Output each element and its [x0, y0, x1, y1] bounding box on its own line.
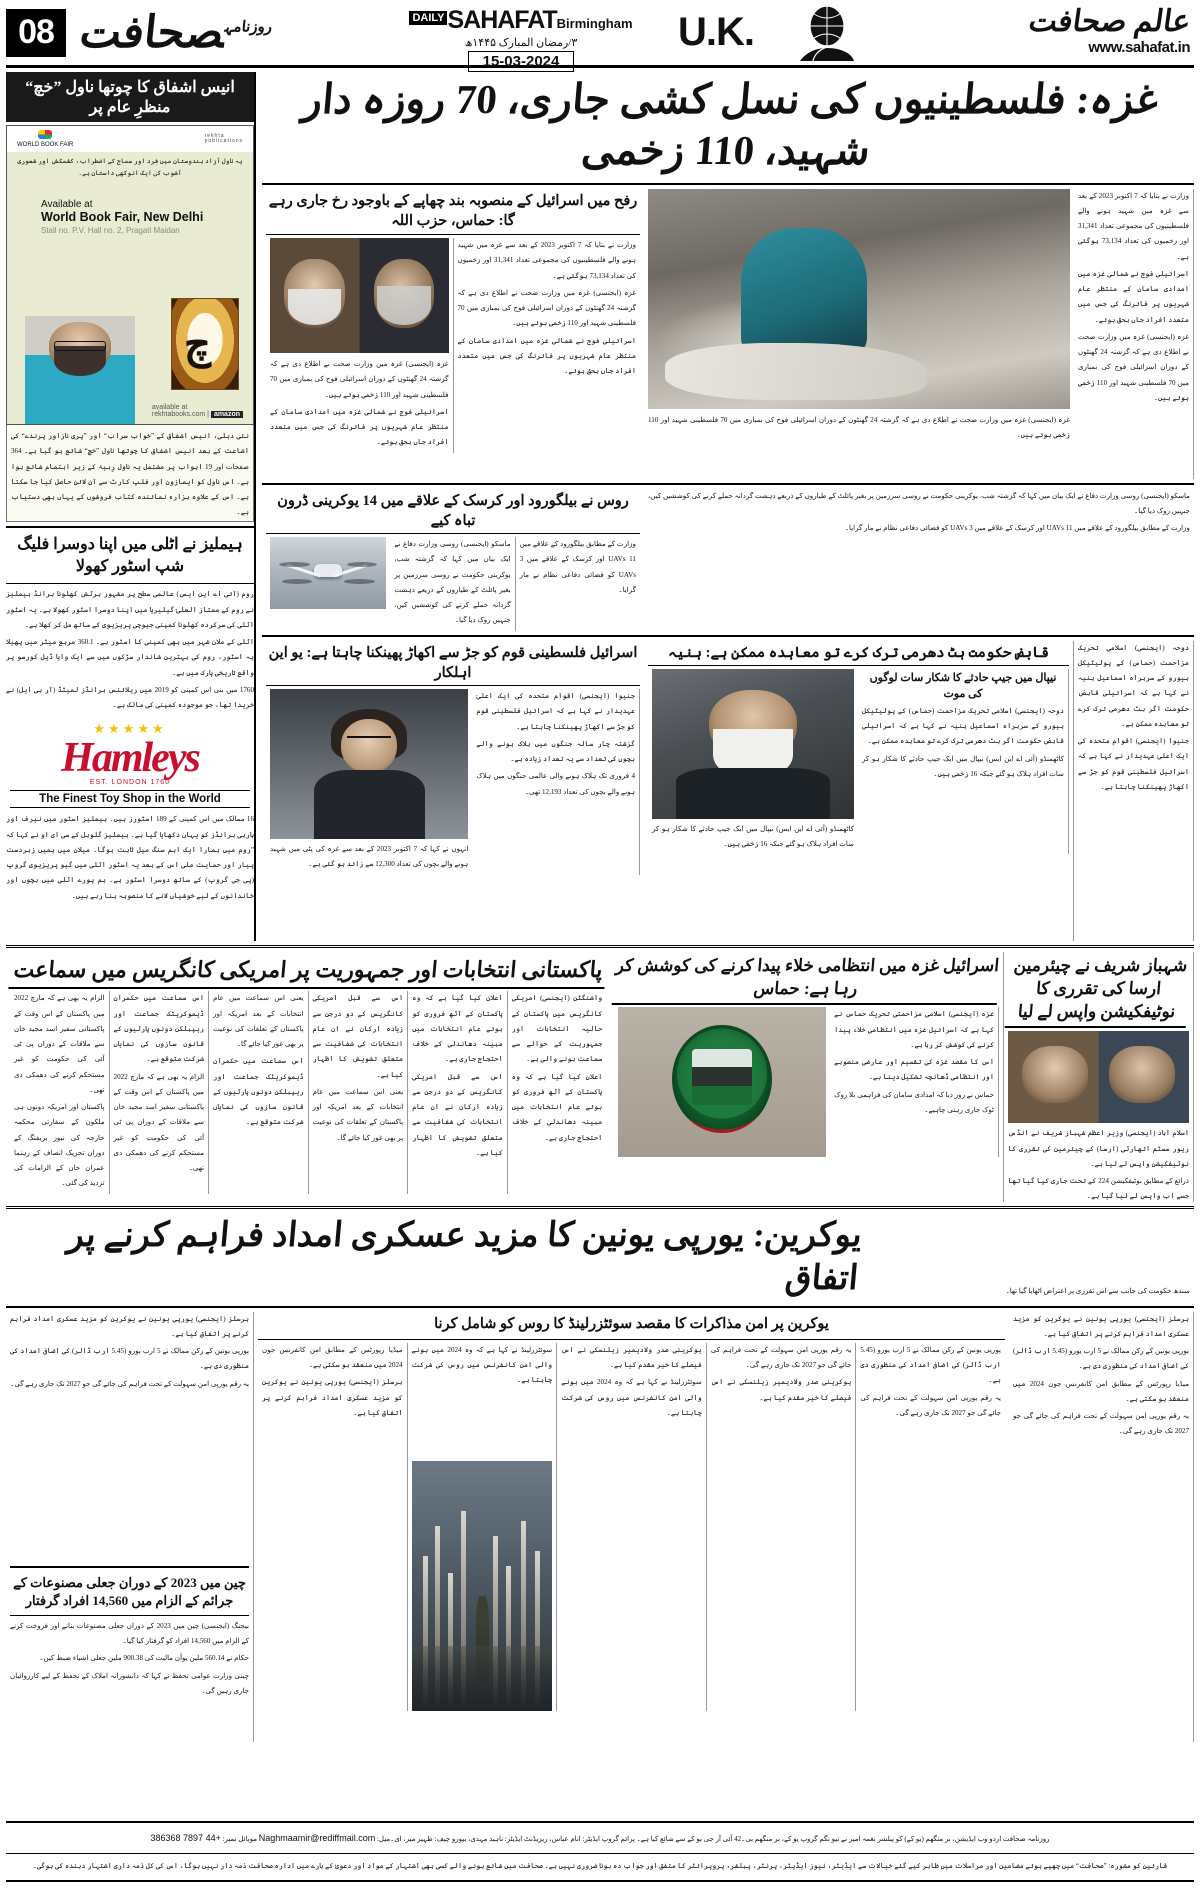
hijri-date: ۳/رمضان المبارک ۱۴۴۵ھ: [464, 37, 578, 49]
store-rekhtabooks[interactable]: rekhtabooks.com: [151, 411, 206, 418]
main-content-column: [254, 72, 1194, 941]
nasrallah-haniyeh-photo: [270, 238, 449, 353]
masthead-center-block: [406, 6, 636, 72]
page-number-badge: 08: [6, 9, 66, 57]
brand-prefix: DAILY: [409, 11, 447, 25]
hamas-admin-headline: اسرائیل غزہ میں انتظامی خلاء پیدا کرنے کی کوشش کر رہا ہے: حماس: [612, 952, 1001, 1005]
book-ad-caption: نئی دہلی، انیس اشفاق کے ”خواب سراب“ اور ”پری نازاور پرندے“ کی اشاعت کے بعد انیس اشفاق کا چوتھا ناول ”خچ“ شائع ہو گیا ہے۔ 364 صفحات اور 19 ابواب پر مشتمل یہ ناول رِبیۃ کے زیر اہتمام شائع ہوا ہے۔ اس ناول کو ایمازون اور فلپ کارٹ سے آن لائن حاصل کیا جا سکتا ہے۔ اس کے علاوہ ہزارہ نمائندہ کتاب فروشوں کے یہاں بھی دستیاب ہے۔: [6, 425, 254, 522]
rekhta-name: rekhta: [204, 133, 225, 139]
china-story: برسلز (ایجنسی) یورپی یونین نے یوکرین کو مزید عسکری امداد فراہم کرنے پر اتفاق کیا ہے۔ یورپی یونین کے رکن ممالک نے 5 ارب یورو (5.45 ارب ڈالر) کی اضافی امداد کی منظوری دی ہے۔ یہ رقم یورپی امن سہولت کے تحت فراہم کی جائے گی جو 2027 تک جاری رہے گی۔ چین میں 2023 کے دوران جعلی مصنوعات کے جرائم کے الزام میں 14,560 افراد گرفتار بیجنگ (ایجنسی) چین میں 2023 کے دوران جعلی مصنوعات بنانے اور فروخت کرنے کے الزام میں 14,560 افراد کو گرفتار کیا گیا۔ حکام نے 560.14 ملین یوآن مالیت کی 900.38 ملین جعلی اشیاء ضبط کیں۔ چینی وزارت عوامی تحفظ نے کہا کہ دانشورانہ املاک کے تحفظ کے لیے کارروائیاں جاری رہیں گی۔: [6, 1312, 254, 1742]
gaza-casualty-photo: [648, 189, 1070, 409]
lead-headline: غزہ: فلسطینیوں کی نسل کشی جاری، 70 روزہ دار شہید، 110 زخمی: [300, 76, 1160, 174]
hamleys-stars: ★★★★★: [93, 721, 167, 737]
hamas-emblem-wall-photo: [618, 1007, 826, 1157]
footer-phone[interactable]: +44 7897 386368: [150, 1833, 221, 1844]
book-ad-blurb: یہ ناول آزاد ہندوستان میں فرد اور سماج کے اضطراب، کشمکش اور شعوری آشوب کی ایک انوکھی داستان ہے۔: [17, 158, 243, 178]
lead-subheadline: رفح میں اسرائیل کے منصوبہ بند چھاپے کے باوجود رخ جاری رہے گا: حماس، حزب اللہ: [266, 189, 640, 236]
world-book-fair-logo: WORLD BOOK FAIR: [17, 130, 73, 148]
footer-phone-label: موبائل نمبر:: [222, 1835, 257, 1844]
ismail-haniyeh-photo: [652, 669, 854, 819]
china-headline: چین میں 2023 کے دوران جعلی مصنوعات کے جرائم کے الزام میں 14,560 افراد گرفتار: [13, 1574, 246, 1608]
hamleys-established: EST. LONDON 1760: [89, 779, 171, 787]
hamleys-tagline: The Finest Toy Shop in the World: [10, 790, 250, 808]
book-cover-image: چ: [171, 298, 239, 390]
military-drone-photo: [270, 537, 386, 609]
book-ad-stores[interactable]: available at rekhtabooks.com | amazon: [152, 404, 243, 418]
globe-icon: [796, 4, 858, 67]
hamleys-logo-block: [6, 715, 254, 812]
store-amazon[interactable]: amazon: [211, 411, 243, 418]
book-advertisement[interactable]: [6, 125, 254, 425]
un-story: اسرائیل فلسطینی قوم کو جڑ سے اکھاڑ پھینکنا چاہتا ہے: یو این اہلکار انہوں نے کہا کہ 7 اکتوبر 2023 کے بعد سے غزہ کی پٹی میں شہید ہونے والے بچوں کی تعداد 12,300 سے زائد ہو گئی ہے۔ جنیوا (ایجنسی) اقوام متحدہ کی ایک اعلیٰ عہدیدار نے کہا ہے کہ اسرائیل فلسطینی قوم کو جڑ سے اکھاڑ پھینکنا چاہتا ہے۔ گزشتہ چار سالہ جنگوں میں ہلاک ہونے والے بچوں کی تعداد سے یہ تعداد زیادہ ہے۔ 4 فروری تک ہلاک ہونے والی عالمی جنگوں میں ہلاک ہونے والے بچوں کی تعداد 12,193 تھی۔: [262, 641, 644, 941]
wbf-mark-icon: [38, 130, 52, 139]
gregorian-date: 15-03-2024: [468, 51, 575, 72]
ukraine-row: [6, 1312, 1194, 1742]
pak-us-story: پاکستانی انتخابات اور جمہوریت پر امریکی کانگریس میں سماعت الزام یہ بھی ہے کہ مارچ 2022 میں پاکستان کے اس وقت کے پاکستانی سفیر اسد مجید خان سے ملاقات کے دوران پی ٹی آئی کی حکومت کو غیر مستحکم کرنے کی دھمکی دی تھی۔ پاکستان اور امریکہ دونوں ہی ملکوں کے سفارتی محکمہ خارجہ کی نیوز بریفنگ کے دوران تحریک انصاف کے رہنما عمران خان کے الزامات کی تردید کی گئی۔ اس سماعت میں حکمران ڈیموکریٹک جماعت اور ریپبلکن دونوں پارٹیوں کے قانون سازوں کی نمایاں شرکت متوقع ہے۔ الزام یہ بھی ہے کہ مارچ 2022 میں پاکستان کے اس وقت کے پاکستانی سفیر اسد مجید خان سے ملاقات کے دوران پی ٹی آئی کی حکومت کو غیر مستحکم کرنے کی دھمکی دی تھی۔ یعنی اس سماعت میں عام انتخابات کے بعد امریکہ اور پاکستان کے تعلقات کی نوعیت پر بھی غور کیا جائے گا۔ اس سماعت میں حکمران ڈیموکریٹک جماعت اور ریپبلکن دونوں پارٹیوں کے قانون سازوں کی نمایاں شرکت متوقع ہے۔ اس سے قبل امریکی کانگریس کے دو درجن سے زیادہ ارکان نے ان عام انتخابات کی شفافیت سے متعلق تشویش کا اظہار کیا ہے۔ یعنی اس سماعت میں عام انتخابات کے بعد امریکہ اور پاکستان کے تعلقات کی نوعیت پر بھی غور کیا جائے گا۔ اعلان کیا گیا ہے کہ وہ پاکستان کے آٹھ فروری کو ہوئے عام انتخابات میں مبینہ دھاندلی کے خلاف احتجاج جاری ہے۔ اس سے قبل امریکی کانگریس کے دو درجن سے زیادہ ارکان نے ان عام انتخابات کی شفافیت سے متعلق تشویش کا اظہار کیا ہے۔ واشنگٹن (ایجنسی) امریکی کانگریس میں پاکستان کے حالیہ انتخابات اور جمہوریت کے حوالے سے سماعت ہونے والی ہے۔ اعلان کیا گیا ہے کہ وہ پاکستان کے آٹھ فروری کو ہوئے عام انتخابات میں مبینہ دھاندلی کے خلاف احتجاج جاری ہے۔: [6, 952, 610, 1202]
ukraine-soldier-forest-photo: [412, 1461, 553, 1711]
book-ad-availability: Available at World Book Fair, New Delhi: [7, 199, 253, 224]
lead-side-col: وزارت نے بتایا کہ 7 اکتوبر 2023 کے بعد سے غزہ میں شہید ہونے والے فلسطینیوں کی مجموعی تعداد 31,341 اور زخمیوں کی تعداد 73,134 ہوگئی ہے۔ اسرائیلی فوج نے شمالی غزہ میں امدادی سامان کے منتظر عام شہریوں پر فائرنگ کی جس میں متعدد افراد جاں بحق ہوئے۔ غزہ (ایجنسی) غزہ میں وزارت صحت نے اطلاع دی ہے کہ گزشتہ 24 گھنٹوں کے دوران اسرائیلی فوج کی بمباری میں 70 فلسطینی شہید اور 110 زخمی ہوئے ہیں۔: [1074, 189, 1194, 479]
alam-title: عالم صحافت: [1026, 5, 1193, 38]
online-available-label: available at: [151, 404, 188, 411]
drone-story: روس نے بیلگورود اور کرسک کے علاقے میں 14 یوکرینی ڈرون تباہ کیے ماسکو (ایجنسی) روسی وزارت دفاع نے ایک بیان میں کہا کہ گزشتہ شب، یوکرینی حکومت نے روسی سرزمین پر بغیر پائلٹ کے طیاروں کے ذریعے دہشت گردانہ حملے کرنے کی کوششیں کیں، جنہیں روک دیا گیا۔ وزارت کے مطابق بیلگورود کے علاقے میں 11 UAVs اور کرسک کے علاقے میں 3 UAVs کو فضائی دفاعی نظام نے مار گرایا۔: [262, 489, 644, 631]
nameplate-urdu: $^{روزنامہ}$صحافت: [77, 7, 273, 57]
hamleys-body-top: روم (آئی اے این ایس) عالمی سطح پر مشہور برٹش کھلونا برانڈ ہیملیز نے روم کے ممتاز العلیٰ گیلیریا میں اپنا دوسرا اسٹور کھولا ہے۔ یہ اسٹور اٹلی کی سرکردہ کھلونا کمپنی جیوچی پریزیوی کے ساتھ مل کر کھلا ہے۔ اٹلی کے ملان شہر میں بھی کمپنی کا اسٹور ہے۔ 360.1 مربع میٹر میں پھیلا یہ اسٹور، روم کی بہترین شاندار سڑکوں میں سے ایک وایا ڈیل کورسو پر واقع تاریخی پارک میں ہے۔ 1760 میں بنی اس کمپنی کو 2019 میں ریلائنس برانڈز لمیٹڈ (آر بی ایل) نے خریدا تھا، جو موجودہ کمپنی کی مالک ہے۔: [6, 590, 254, 710]
shehbaz-headline: شہباز شریف نے چیئرمین ارسا کی تقرری کا نوٹیفکیشن واپس لے لیا: [1005, 952, 1193, 1028]
nepal-story: قابض حکومت ہٹ دھرمی ترک کرے تو معاہدہ ممکن ہے: ہنیہ کاٹھمنڈو (آئی اے این ایس) نیپال میں ایک جیپ حادثے کا شکار ہو کر سات افراد ہلاک ہو گئے جبکہ 16 زخمی ہیں۔ نیپال میں جیپ حادثے کا شکار سات لوگوں کی موت دوحہ (ایجنسی) اسلامی تحریک مزاحمت (حماس) کے پولیٹیکل بیورو کے سربراہ اسماعیل ہنیہ نے کہا ہے کہ اسرائیلی قابض حکومت اگر ہٹ دھرمی ترک کرے تو معاہدہ ممکن ہے۔ کاٹھمنڈو (آئی اے این ایس) نیپال میں ایک جیپ حادثے کا شکار ہو کر سات افراد ہلاک ہو گئے جبکہ 16 زخمی ہیں۔: [644, 641, 1074, 941]
brand-latin-logo: [406, 6, 636, 35]
page-footer: [6, 1817, 1194, 1886]
region-label: U.K.: [678, 10, 754, 54]
alam-e-sahafat-block: [1026, 4, 1193, 56]
rekhta-logo: [205, 134, 243, 144]
un-headline: اسرائیل فلسطینی قوم کو جڑ سے اکھاڑ پھینکنا چاہتا ہے: یو این اہلکار: [266, 641, 640, 687]
nepal-subheadline: نیپال میں جیپ حادثے کا شکار سات لوگوں کی موت: [869, 671, 1057, 701]
website-url[interactable]: www.sahafat.in: [1088, 39, 1190, 56]
footer-imprint: روزنامہ صحافت اردو وب ایڈیشن، بر منگھم (یو کے) کو پبلشر نغمہ امیر نے نیو نگم گروپ یو کے، بر منگھم بی۔42 آئی آر جی یو کے سے شائع کیا ہے۔ پرائم گروپ ایڈیٹر: انام عباس، ریزیڈنٹ ایڈیٹر: ناہید مہدی، بیورو چیف: ظہیر میر، ای۔میل: Naghmaamir@rediffmail.com موبائل نمبر: +44 7897 386368: [150, 1833, 1050, 1844]
pak-us-headline: پاکستانی انتخابات اور جمہوریت پر امریکی کانگریس میں سماعت: [8, 952, 608, 989]
ukraine-band: [6, 1213, 1194, 1742]
nepal-headline: قابض حکومت ہٹ دھرمی ترک کرے تو معاہدہ ممکن ہے: ہنیہ: [648, 641, 1069, 666]
gaza-photo-wrap: [644, 189, 1074, 479]
ukraine-story: یوکرین پر امن مذاکرات کا مقصد سوئٹزرلینڈ کا روس کو شامل کرنا میڈیا رپورٹس کے مطابق امن کانفرنس جون 2024 میں منعقد ہو سکتی ہے۔ برسلز (ایجنسی) یورپی یونین نے یوکرین کو مزید عسکری امداد فراہم کرنے پر اتفاق کیا ہے۔ سوئٹزرلینڈ نے کہا ہے کہ وہ 2024 میں ہونے والی امن کانفرنس میں روس کی شرکت چاہتا ہے۔ یوکرینی صدر ولادیمیر زیلنسکی نے اس فیصلے کا خیر مقدم کیا ہے۔ سوئٹزرلینڈ نے کہا ہے کہ وہ 2024 میں ہونے والی امن کانفرنس میں روس کی شرکت چاہتا ہے۔ یہ رقم یورپی امن سہولت کے تحت فراہم کی جائے گی جو 2027 تک جاری رہے گی۔ یوکرینی صدر ولادیمیر زیلنسکی نے اس فیصلے کا خیر مقدم کیا ہے۔ یورپی یونین کے رکن ممالک نے 5 ارب یورو (5.45 ارب ڈالر) کی اضافی امداد کی منظوری دی ہے۔ یہ رقم یورپی امن سہولت کے تحت فراہم کی جائے گی جو 2027 تک جاری رہے گی۔: [254, 1312, 1009, 1742]
hamleys-wordmark: Hamleys: [61, 735, 199, 782]
lead-text-block: رفح میں اسرائیل کے منصوبہ بند چھاپے کے باوجود رخ جاری رہے گا: حماس، حزب اللہ غزہ (ایجنسی) غزہ میں وزارت صحت نے اطلاع دی ہے کہ گزشتہ 24 گھنٹوں کے دوران اسرائیلی فوج کی بمباری میں 70 فلسطینی شہید اور 110 زخمی ہوئے ہیں۔ اسرائیلی فوج نے شمالی غزہ میں امدادی سامان کے منتظر عام شہریوں پر فائرنگ کی جس میں متعدد افراد جاں بحق ہوئے۔ وزارت نے بتایا کہ 7 اکتوبر 2023 کے بعد سے غزہ میں شہید ہونے والے فلسطینیوں کی مجموعی تعداد 31,341 اور زخمیوں کی تعداد 73,134 ہوگئی ہے۔ غزہ (ایجنسی) غزہ میں وزارت صحت نے اطلاع دی ہے کہ گزشتہ 24 گھنٹوں کے دوران اسرائیلی فوج کی بمباری میں 70 فلسطینی شہید اور 110 زخمی ہوئے ہیں۔ اسرائیلی فوج نے شمالی غزہ میں امدادی سامان کے منتظر عام شہریوں پر فائرنگ کی جس میں متعدد افراد جاں بحق ہوئے۔: [262, 189, 644, 479]
brand-name: SAHAFAT: [447, 6, 557, 34]
lead-story-row: [262, 189, 1194, 479]
hamleys-body-bottom: 16 ممالک میں اس کمپنی کے 189 اسٹورز ہیں۔ ہیملیز اسٹور میں نیرف اور باربی برانڈز کو یہاں دکھایا گیا ہے۔ ہیملیز گلوبل کے سی ای او نے کہا کہ ”روم میں ہمارا ایک اہم سنگ میل ثابت ہوگا۔ میلان میں ہمیں زبردست پیار اور حمایت ملی اس کے بعد یہ اسٹور اٹلی میں گیو پریزیوی گروپ (پی جی گروپ) کے ساتھ دوسرا اسٹور ہے۔ ہم پورے اٹلی میں بچوں اور خاندانوں کے لیے خوشیاں لانے کا منصوبہ بنا رہے ہیں۔: [6, 815, 255, 900]
nepal-side-col: دوحہ (ایجنسی) اسلامی تحریک مزاحمت (حماس) کے پولیٹیکل بیورو کے سربراہ اسماعیل ہنیہ نے کہا ہے کہ اسرائیلی قابض حکومت اگر ہٹ دھرمی ترک کرے تو معاہدہ ممکن ہے۔ جنیوا (ایجنسی) اقوام متحدہ کی ایک اعلیٰ عہدیدار نے کہا ہے کہ اسرائیل فلسطینی قوم کو جڑ سے اکھاڑ پھینکنا چاہتا ہے۔: [1074, 641, 1194, 941]
footer-disclaimer: قارئین کو مشورہ: ”صحافت“ میں چھپے ہوئے مضامین اور مراسلات میں ظاہر کیے گئے خیالات سے ایڈیٹر، نیوز ایڈیٹر، پرنٹر، پبلشر، پروپرائٹر کا متفق اور جواب دہ ہونا ضروری نہیں ہے۔ صحافت میں شائع ہونے والے کسی بھی اشتہار کے مواد اور دعویٰ کے بارے میں ادارہ صحافت ذمہ دار نہیں ہوگا، اس کی کل ذمہ داری اشتہار دہندہ کی ہوگی۔: [32, 1862, 1168, 1871]
rekhta-sub: publications: [204, 138, 243, 144]
ukraine-side-col: برسلز (ایجنسی) یورپی یونین نے یوکرین کو مزید عسکری امداد فراہم کرنے پر اتفاق کیا ہے۔ یورپی یونین کے رکن ممالک نے 5 ارب یورو (5.45 ارب ڈالر) کی اضافی امداد کی منظوری دی ہے۔ میڈیا رپورٹس کے مطابق امن کانفرنس جون 2024 میں منعقد ہو سکتی ہے۔ یہ رقم یورپی امن سہولت کے تحت فراہم کی جائے گی جو 2027 تک جاری رہے گی۔: [1009, 1312, 1194, 1742]
un-official-woman-photo: [270, 689, 468, 839]
drone-headline: روس نے بیلگورود اور کرسک کے علاقے میں 14 یوکرینی ڈرون تباہ کیے: [266, 489, 640, 535]
shehbaz-sharif-officials-photo: [1008, 1031, 1189, 1123]
ukraine-headline: یوکرین: یورپی یونین کا مزید عسکری امداد فراہم کرنے پر اتفاق: [66, 1216, 864, 1297]
ukraine-subheadline: یوکرین پر امن مذاکرات کا مقصد سوئٹزرلینڈ کا روس کو شامل کرنا: [434, 1315, 829, 1332]
book-ad-topbar: [7, 126, 253, 152]
book-ad-banner: انیس اشفاق کا چوتھا ناول ”خچ“ منظرِ عام پر: [6, 72, 254, 122]
book-ad-stall: Stall no. P.V. Hall no. 2, Pragati Maidan: [41, 225, 180, 235]
drone-story-row: [262, 489, 1194, 631]
shehbaz-tail: سندھ حکومت کی جانب سے اس تقرری پر اعتراض اٹھایا گیا تھا۔: [1005, 1287, 1190, 1296]
author-portrait-photo: [25, 316, 135, 424]
gaza-photo-caption: غزہ (ایجنسی) غزہ میں وزارت صحت نے اطلاع دی ہے کہ گزشتہ 24 گھنٹوں کے دوران اسرائیلی فوج کی بمباری میں 70 فلسطینی شہید اور 110 زخمی ہوئے ہیں۔: [648, 415, 1070, 439]
un-nepal-row: [262, 641, 1194, 941]
hamas-admin-story: اسرائیل غزہ میں انتظامی خلاء پیدا کرنے کی کوشش کر رہا ہے: حماس غزہ (ایجنسی) اسلامی مزاحمتی تحریک حماس نے کہا ہے کہ اسرائیل غزہ میں انتظامی خلاء پیدا کرنے کی کوشش کر رہا ہے۔ اس کا مقصد غزہ کی تقسیم اور عارضی منصوبے اور انتظامی ڈھانچہ تشکیل دینا ہے۔ حماس نے زور دیا کہ امدادی سامان کی فراہمی بلا روک ٹوک جاری رہنی چاہیے۔: [610, 952, 1004, 1202]
masthead: [6, 4, 1194, 68]
nameplate-superscript: روزنامہ: [223, 18, 273, 35]
brand-city: Birmingham: [556, 16, 633, 31]
book-ad-venue: World Book Fair, New Delhi: [41, 209, 204, 224]
drone-extra-col: ماسکو (ایجنسی) روسی وزارت دفاع نے ایک بیان میں کہا کہ گزشتہ شب، یوکرینی حکومت نے روسی سرزمین پر بغیر پائلٹ کے طیاروں کے ذریعے دہشت گردانہ حملے کرنے کی کوششیں کیں، جنہیں روک دیا گیا۔ وزارت کے مطابق بیلگورود کے علاقے میں 11 UAVs اور کرسک کے علاقے میں 3 UAVs کو فضائی دفاعی نظام نے مار گرایا۔: [648, 491, 1190, 532]
middle-band: [6, 952, 1194, 1202]
footer-email[interactable]: Naghmaamir@rediffmail.com: [258, 1833, 376, 1844]
left-ad-column: [6, 72, 254, 941]
shehbaz-story: شہباز شریف نے چیئرمین ارسا کی تقرری کا نوٹیفکیشن واپس لے لیا اسلام آباد (ایجنسی) وزیر اعظم شہباز شریف نے انڈس ریور سسٹم اتھارٹی (ارسا) کے چیئرمین کی تقرری کا نوٹیفکیشن واپس لے لیا ہے۔ ذرائع کے مطابق نوٹیفکیشن 224 کے تحت جاری کیا گیا تھا جسے اب واپس لے لیا گیا ہے۔: [1004, 952, 1194, 1202]
hamleys-headline: ہیملیز نے اٹلی میں اپنا دوسرا فلیگ شپ اسٹور کھولا: [17, 535, 243, 575]
